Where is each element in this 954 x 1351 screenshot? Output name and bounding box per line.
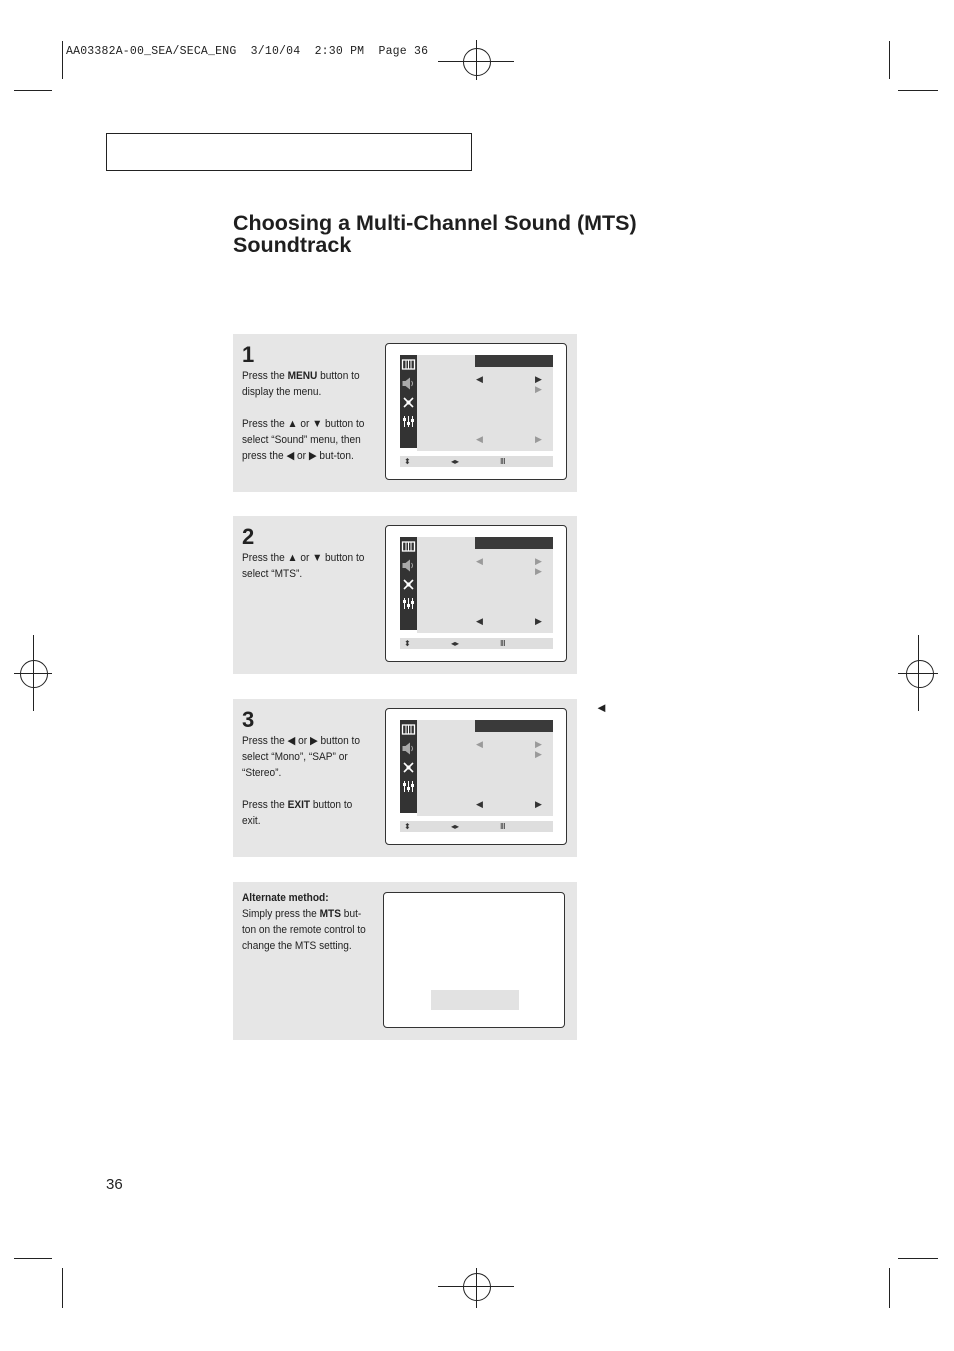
exit-key-label: EXIT	[287, 799, 311, 811]
right-arrow-icon: ▶	[535, 739, 542, 749]
left-arrow-icon: ◀	[476, 799, 483, 809]
slug-page: Page 36	[378, 45, 429, 58]
title-line-2: Soundtrack	[233, 233, 352, 257]
osd-title-bar	[475, 537, 553, 549]
setup-icon	[401, 414, 416, 429]
slug-date: 3/10/04	[250, 45, 301, 58]
osd-help-bar	[400, 456, 553, 467]
setup-icon	[401, 779, 416, 794]
right-arrow-icon: ▶	[535, 749, 542, 759]
step-3-paragraph-1: Press the ◀ or ▶ button to select “Mono”, “SAP” or “Stereo”.	[242, 735, 360, 779]
left-arrow-icon: ◀	[476, 739, 483, 749]
alternate-method-panel	[233, 882, 577, 1040]
step-2-paragraph-1: Press the ▲ or ▼ button to select “MTS”.	[242, 552, 365, 580]
tv-osd-screen	[385, 525, 567, 662]
crop-mark	[14, 1258, 52, 1259]
sound-icon	[401, 741, 416, 756]
right-arrow-icon: ▶	[535, 434, 542, 444]
step-instructions: Press the MENU button to display the menu. Press the ▲ or ▼ button to select “Sound” menu, then press the ◀ or ▶ but-ton.	[242, 368, 369, 480]
right-arrow-icon: ▶	[535, 384, 542, 394]
crop-mark	[62, 1268, 63, 1308]
note-pointer-arrow: ◄	[595, 700, 608, 715]
channel-icon	[401, 577, 416, 592]
osd-title-bar	[475, 355, 553, 367]
tv-osd-screen	[385, 343, 567, 480]
crop-mark	[889, 1268, 890, 1308]
picture-icon	[401, 539, 416, 554]
menu-key-label: MENU	[287, 370, 318, 382]
step-instructions: Press the ◀ or ▶ button to select “Mono”, “SAP” or “Stereo”. Press the EXIT button to exit.	[242, 733, 369, 845]
crop-mark	[14, 90, 52, 91]
osd-menu-sidebar	[400, 355, 417, 448]
step-2-panel	[233, 516, 577, 674]
left-right-icon: ◂▸	[451, 639, 460, 648]
left-arrow-icon: ◀	[476, 616, 483, 626]
menu-icon: Ⅲ	[500, 457, 506, 466]
picture-icon	[401, 357, 416, 372]
step-number: 2	[242, 524, 255, 549]
right-arrow-icon: ▶	[535, 374, 542, 384]
up-down-icon: ⬍	[404, 639, 411, 648]
osd-menu-sidebar	[400, 537, 417, 630]
up-down-icon: ⬍	[404, 457, 411, 466]
slug-file: AA03382A-00_SEA/SECA_ENG	[66, 45, 237, 58]
alternate-heading: Alternate method:	[242, 892, 329, 904]
osd-menu-body	[417, 720, 553, 816]
menu-icon: Ⅲ	[500, 639, 506, 648]
menu-icon: Ⅲ	[500, 822, 506, 831]
step-3-panel	[233, 699, 577, 857]
crop-mark	[898, 1258, 938, 1259]
setup-icon	[401, 596, 416, 611]
tv-screen	[383, 892, 565, 1028]
up-down-icon: ⬍	[404, 822, 411, 831]
right-arrow-icon: ▶	[535, 799, 542, 809]
right-arrow-icon: ▶	[535, 556, 542, 566]
slug-time: 2:30 PM	[314, 45, 365, 58]
osd-menu-body	[417, 537, 553, 633]
left-arrow-icon: ◀	[476, 556, 483, 566]
page-title	[233, 212, 793, 256]
print-slug	[66, 45, 428, 58]
channel-icon	[401, 395, 416, 410]
step-instructions	[242, 550, 369, 598]
right-arrow-icon: ▶	[535, 616, 542, 626]
osd-help-bar	[400, 821, 553, 832]
step-number: 3	[242, 707, 255, 732]
section-header-box	[106, 133, 472, 171]
title-line-1: Choosing a Multi-Channel Sound (MTS)	[233, 211, 637, 235]
left-right-icon: ◂▸	[451, 822, 460, 831]
left-arrow-icon: ◀	[476, 434, 483, 444]
crop-mark	[62, 41, 63, 79]
left-right-icon: ◂▸	[451, 457, 460, 466]
osd-menu-body	[417, 355, 553, 451]
step-1-paragraph-2: Press the ▲ or ▼ button to select “Sound” menu, then press the ◀ or ▶ but-ton.	[242, 418, 365, 462]
sound-icon	[401, 376, 416, 391]
tv-osd-screen	[385, 708, 567, 845]
right-arrow-icon: ▶	[535, 566, 542, 576]
osd-menu-sidebar	[400, 720, 417, 813]
mts-status-bar	[431, 990, 519, 1010]
page-number: 36	[106, 1176, 123, 1193]
left-arrow-icon: ◀	[476, 374, 483, 384]
sound-icon	[401, 558, 416, 573]
crop-mark	[889, 41, 890, 79]
picture-icon	[401, 722, 416, 737]
step-1-panel	[233, 334, 577, 492]
mts-key-label: MTS	[319, 908, 342, 920]
osd-help-bar	[400, 638, 553, 649]
osd-title-bar	[475, 720, 553, 732]
channel-icon	[401, 760, 416, 775]
crop-mark	[898, 90, 938, 91]
step-number: 1	[242, 342, 255, 367]
alternate-instructions: Alternate method: Simply press the MTS but-ton on the remote control to change the MTS setting.	[242, 892, 366, 952]
